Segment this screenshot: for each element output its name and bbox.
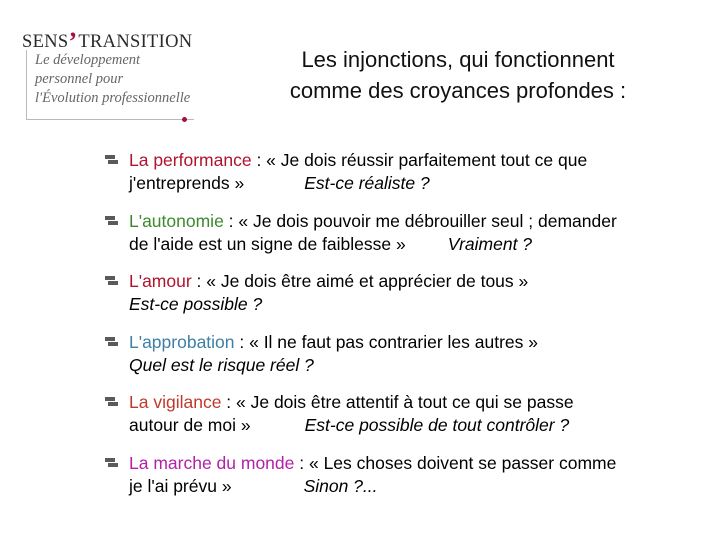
bullet-icon — [105, 458, 118, 469]
item-keyword: La performance — [129, 150, 252, 170]
item-keyword: L'autonomie — [129, 210, 224, 231]
logo-apostrophe: ’ — [68, 27, 78, 56]
slide-title-line2: comme des croyances profondes : — [289, 78, 627, 103]
sens-transition-logo — [22, 10, 212, 122]
logo-tagline-line: l'Évolution professionnelle — [35, 90, 191, 106]
item-quote: : « Je dois réussir parfaitement tout ce que — [251, 150, 588, 170]
item-quote-cont: j'entreprends » — [129, 173, 245, 193]
item-quote: : « Je dois être aimé et apprécier de tous » — [191, 271, 529, 291]
bullet-icon — [105, 397, 118, 408]
logo-tagline — [26, 50, 194, 120]
logo-tagline-line: Le développement — [35, 52, 141, 68]
item-quote-cont: autour de moi » — [129, 415, 251, 435]
list-item-autonomie — [105, 210, 695, 271]
item-keyword: L'amour — [129, 271, 192, 291]
item-question: Est-ce réaliste ? — [304, 173, 430, 193]
injunctions-list — [105, 149, 695, 512]
item-keyword: La vigilance — [129, 392, 222, 412]
item-quote: : « Il ne faut pas contrarier les autres » — [234, 331, 539, 352]
logo-brand-right: TRANSITION — [78, 32, 193, 52]
bullet-icon — [105, 276, 118, 287]
item-quote-cont: je l'ai prévu » — [129, 475, 232, 496]
logo-brand-left: SENS — [22, 32, 69, 52]
item-quote: : « Je dois pouvoir me débrouiller seul ; demander — [223, 210, 617, 231]
item-question: Sinon ?... — [303, 475, 378, 496]
item-question: Est-ce possible de tout contrôler ? — [304, 415, 570, 435]
bullet-icon — [105, 337, 118, 348]
bullet-icon — [105, 216, 118, 227]
logo-tagline-line: personnel pour — [35, 71, 124, 87]
list-item-vigilance — [105, 391, 695, 452]
slide-title — [248, 44, 668, 106]
list-item-amour — [105, 270, 695, 331]
bullet-icon — [105, 155, 118, 166]
list-item-marche-du-monde — [105, 452, 695, 513]
item-keyword: La marche du monde — [129, 452, 295, 473]
item-quote: : « Je dois être attentif à tout ce qui se passe — [221, 392, 574, 412]
item-question: Est-ce possible ? — [129, 294, 263, 314]
list-item-performance — [105, 149, 695, 210]
list-item-approbation — [105, 331, 695, 392]
slide-title-line1: Les injonctions, qui fonctionnent — [301, 47, 615, 72]
item-quote-cont: de l'aide est un signe de faiblesse » — [129, 233, 406, 254]
item-keyword: L'approbation — [129, 331, 235, 352]
logo-dot — [182, 117, 187, 122]
item-quote: : « Les choses doivent se passer comme — [294, 452, 617, 473]
item-question: Vraiment ? — [447, 233, 533, 254]
item-question: Quel est le risque réel ? — [129, 354, 314, 375]
